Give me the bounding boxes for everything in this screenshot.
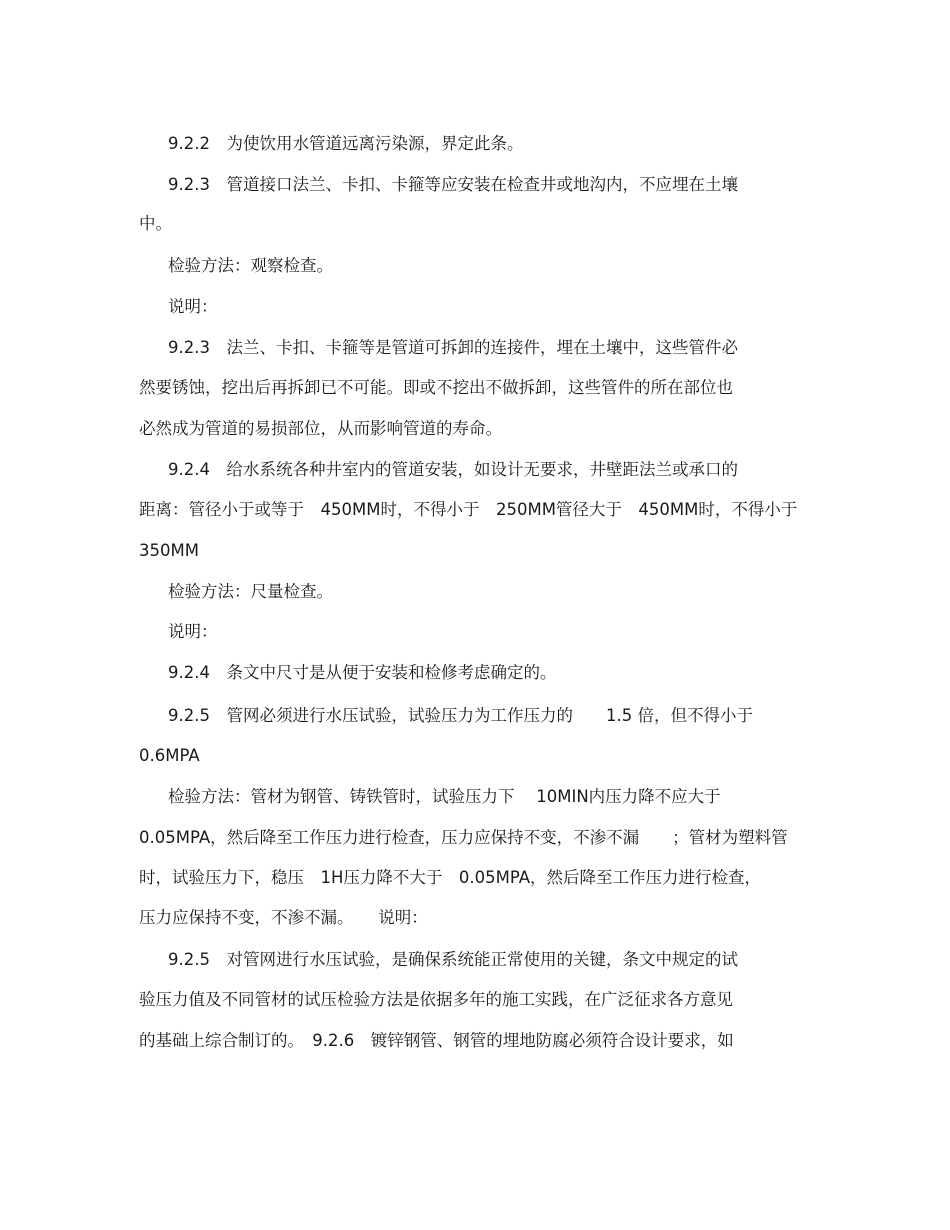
text-line: 说明：: [168, 622, 218, 641]
text-line: 检验方法：管材为钢管、铸铁管时，试验压力下 10MIN内压力降不应大于: [168, 787, 721, 806]
text-line: 必然成为管道的易损部位，从而影响管道的寿命。: [139, 419, 502, 438]
text-line: 9.2.2 为使饮用水管道远离污染源，界定此条。: [168, 134, 524, 153]
text-line: 9.2.4 给水系统各种井室内的管道安装，如设计无要求，井壁距法兰或承口的: [168, 460, 738, 479]
text-line: 说明：: [168, 297, 218, 316]
text-line: 9.2.3 法兰、卡扣、卡箍等是管道可拆卸的连接件，埋在土壤中，这些管件必: [168, 338, 738, 357]
text-line: 时，试验压力下，稳压 1H压力降不大于 0.05MPA，然后降至工作压力进行检查，: [139, 868, 762, 887]
text-line: 的基础上综合制订的。 9.2.6 镀锌钢管、钢管的埋地防腐必须符合设计要求，如: [139, 1031, 734, 1050]
text-line: 350MM: [139, 541, 199, 560]
text-line: 距离：管径小于或等于 450MM时，不得小于 250MM管径大于 450MM时，不得小于: [139, 500, 798, 519]
text-line: 9.2.5 对管网进行水压试验，是确保系统能正常使用的关键，条文中规定的试: [168, 950, 738, 969]
text-line: 0.6MPA: [139, 746, 200, 765]
text-line: 然要锈蚀，挖出后再拆卸已不可能。即或不挖出不做拆卸，这些管件的所在部位也: [139, 378, 733, 397]
text-line: 9.2.3 管道接口法兰、卡扣、卡箍等应安装在检查井或地沟内，不应埋在土壤: [168, 175, 738, 194]
text-line: 检验方法：尺量检查。: [168, 582, 333, 601]
text-line: 中。: [139, 214, 172, 233]
text-line: 9.2.4 条文中尺寸是从便于安装和检修考虑确定的。: [168, 663, 557, 682]
text-line: 检验方法：观察检查。: [168, 256, 333, 275]
text-line: 0.05MPA，然后降至工作压力进行检查，压力应保持不变，不渗不漏 ；管材为塑料管: [139, 828, 788, 847]
text-line: 9.2.5 管网必须进行水压试验，试验压力为工作压力的 1.5 倍，但不得小于: [168, 706, 753, 725]
text-line: 验压力值及不同管材的试压检验方法是依据多年的施工实践，在广泛征求各方意见: [139, 990, 733, 1009]
text-line: 压力应保持不变，不渗不漏。 说明：: [139, 908, 428, 927]
